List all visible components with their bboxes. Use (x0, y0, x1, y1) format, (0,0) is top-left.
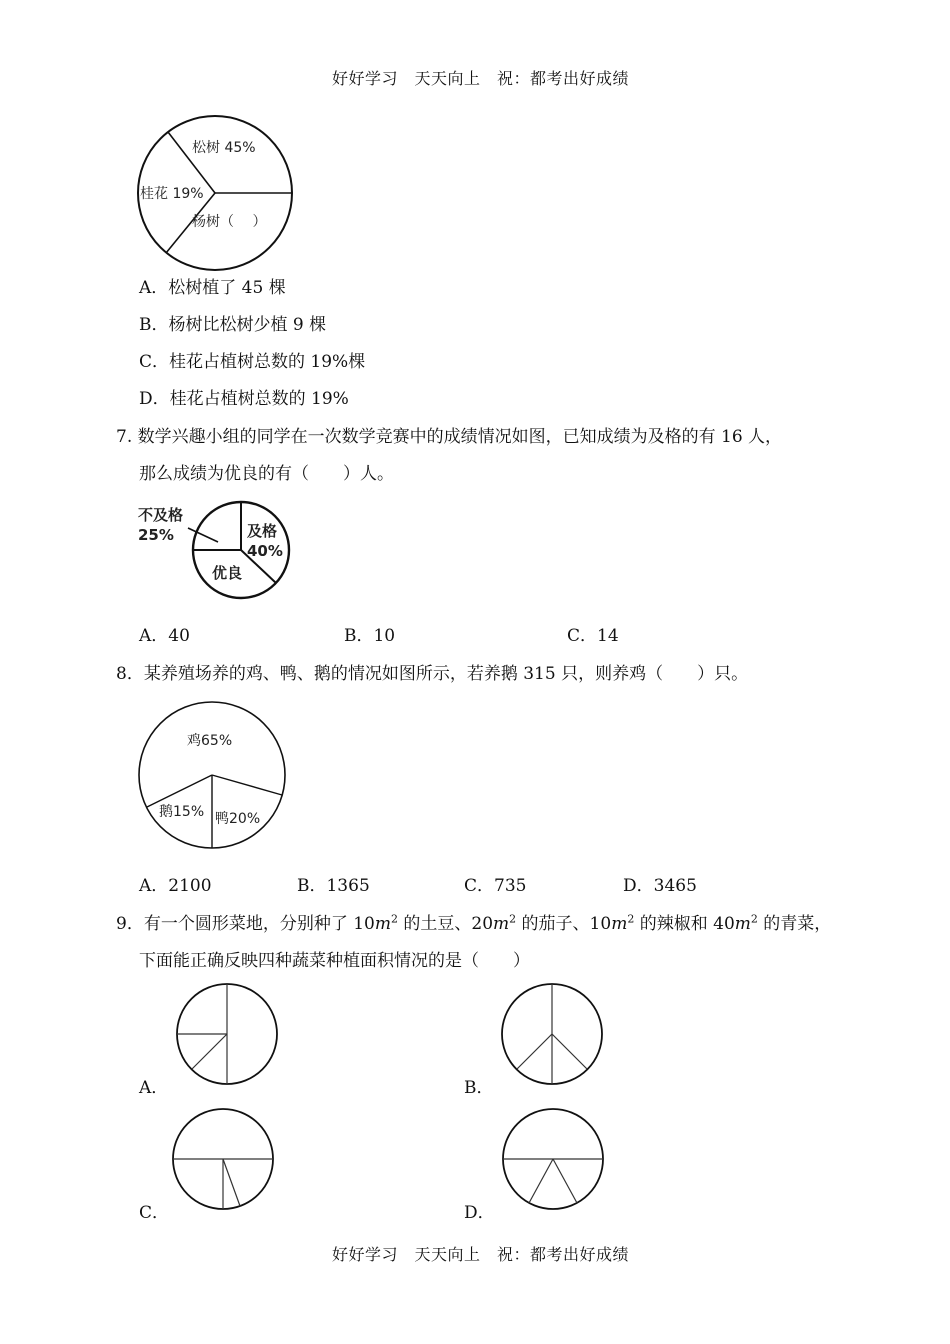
q7-option-c[interactable]: C．14 (567, 626, 619, 646)
q6-label-pine: 松树 45% (192, 140, 256, 156)
q9-sup-2: 2 (509, 912, 517, 926)
q9-text-a: 9．有一个圆形菜地，分别种了 10 (116, 914, 375, 934)
q6-option-c[interactable]: C．桂花占植树总数的 19%棵 (139, 352, 366, 372)
q7-question-line2: 那么成绩为优良的有（ ）人。 (139, 464, 394, 484)
q9-option-d[interactable]: D． (464, 1203, 495, 1223)
q9-question-line2: 下面能正确反映四种蔬菜种植面积情况的是（ ） (139, 951, 530, 971)
q9-sup-1: 2 (390, 912, 398, 926)
q6-pie-chart (136, 116, 296, 276)
q9-text-d: 的辣椒和 40 (634, 914, 735, 934)
q7-question-line1: 7. 数学兴趣小组的同学在一次数学竞赛中的成绩情况如图，已知成绩为及格的有 16 人， (116, 427, 783, 447)
q7-option-a[interactable]: A．40 (139, 626, 190, 646)
q6-label-poplar: 杨树（ ） (192, 214, 267, 230)
q9-pie-b (500, 982, 606, 1088)
q9-unit-3: m (611, 914, 628, 934)
q8-option-d[interactable]: D．3465 (623, 876, 697, 896)
q9-unit-4: m (734, 914, 751, 934)
page-footer: 好好学习 天天向上 祝：都考出好成绩 (332, 1245, 630, 1264)
q9-option-c[interactable]: C． (139, 1203, 170, 1223)
q9-option-b[interactable]: B． (464, 1078, 494, 1098)
page-header: 好好学习 天天向上 祝：都考出好成绩 (332, 69, 630, 88)
q7-label-pass-pct: 40% (247, 542, 283, 560)
q8-option-b[interactable]: B．1365 (297, 876, 370, 896)
q9-sup-3: 2 (627, 912, 635, 926)
q6-option-b[interactable]: B．杨树比松树少植 9 棵 (139, 315, 327, 335)
q9-pie-d (500, 1107, 608, 1213)
q9-option-a[interactable]: A． (139, 1078, 169, 1098)
q9-pie-c (170, 1107, 278, 1213)
q7-pie-chart (136, 498, 296, 604)
q8-question-line1: 8．某养殖场养的鸡、鸭、鹅的情况如图所示，若养鹅 315 只，则养鸡（ ）只。 (116, 664, 749, 684)
q6-option-d[interactable]: D．桂花占植树总数的 19% (139, 389, 349, 409)
q9-text-b: 的土豆、20 (397, 914, 494, 934)
q9-question-line1 (116, 909, 831, 934)
q7-label-fail-pct: 25% (138, 526, 174, 544)
q7-label-fail-name: 不及格 (138, 506, 184, 524)
q7-label-pass-name: 及格 (247, 522, 278, 540)
q8-label-duck: 鸭20% (215, 811, 261, 827)
q9-text-c: 的茄子、10 (516, 914, 612, 934)
q6-label-osmanthus: 桂花 19% (140, 186, 204, 202)
q9-pie-a (175, 982, 281, 1088)
q9-sup-4: 2 (750, 912, 758, 926)
q8-option-a[interactable]: A．2100 (139, 876, 212, 896)
q8-option-c[interactable]: C．735 (464, 876, 527, 896)
q8-label-chicken: 鸡65% (187, 733, 233, 749)
q8-label-goose: 鹅15% (159, 804, 205, 820)
q6-option-a[interactable]: A．松树植了 45 棵 (139, 278, 286, 298)
q8-pie-chart (137, 703, 289, 849)
q7-option-b[interactable]: B．10 (344, 626, 396, 646)
q7-label-good: 优良 (212, 564, 243, 582)
q9-text-e: 的青菜， (757, 914, 832, 934)
q9-unit-1: m (374, 914, 391, 934)
q9-unit-2: m (493, 914, 510, 934)
